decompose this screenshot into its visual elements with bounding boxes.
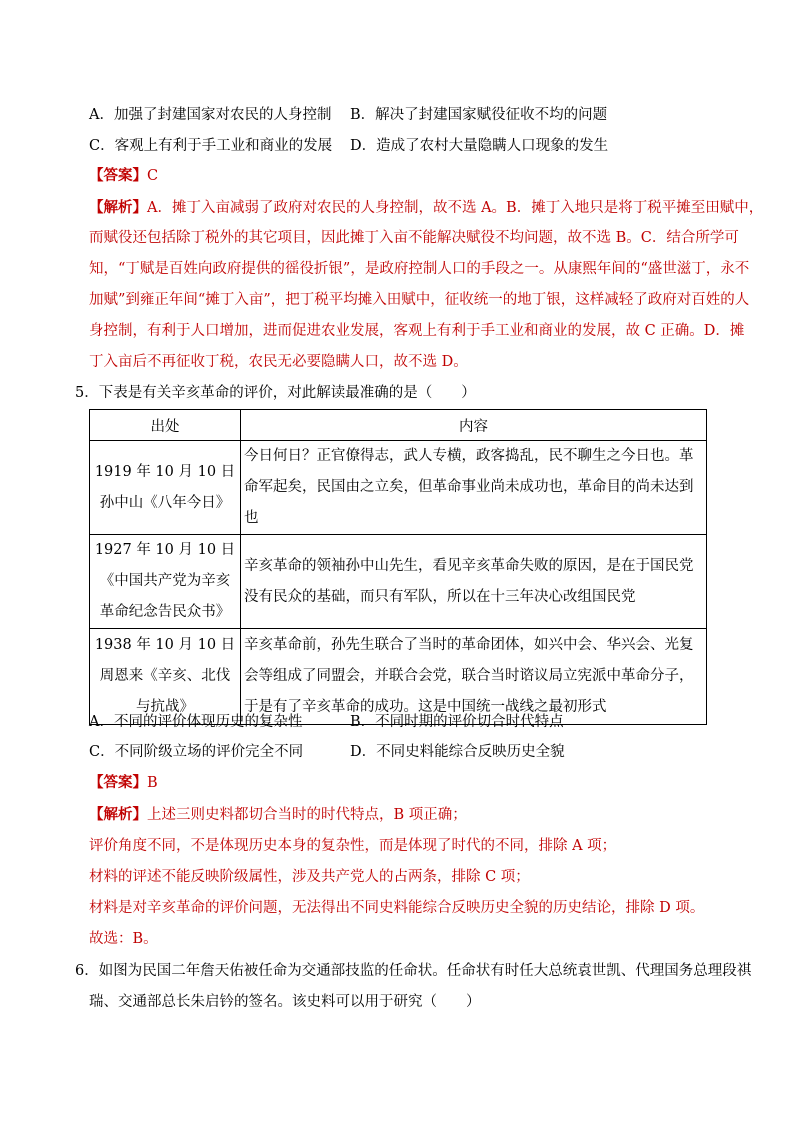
answer-label: 【答案】 xyxy=(89,774,147,791)
evaluation-table xyxy=(89,409,707,725)
q4-analysis-line: 而赋役还包括除丁税外的其它项目，因此摊丁入亩不能解决赋役不均问题，故不选 B。C．结合所学可 xyxy=(89,230,739,246)
table-row xyxy=(90,441,707,535)
analysis-label: 【解析】 xyxy=(89,199,147,216)
q5-analysis-line: 材料的评述不能反映阶级属性，涉及共产党人的占两条，排除 C 项； xyxy=(89,869,530,885)
q6-stem-line: 瑞、交通部总长朱启钤的签名。该史料可以用于研究（ ） xyxy=(89,994,481,1010)
q5-analysis-line: 材料是对辛亥革命的评价问题，无法得出不同史料能综合反映历史全貌的历史结论，排除 D 项。 xyxy=(89,900,705,916)
analysis-text: A．摊丁入亩减弱了政府对农民的人身控制，故不选 A。B．摊丁入地只是将丁税平摊至田赋中， xyxy=(147,200,764,216)
analysis-label: 【解析】 xyxy=(89,806,147,823)
q4-option-c: C．客观上有利于手工业和商业的发展 xyxy=(89,138,333,154)
q4-option-d: D．造成了农村大量隐瞒人口现象的发生 xyxy=(350,138,609,154)
answer-value: C xyxy=(147,168,159,184)
q4-answer xyxy=(89,164,158,185)
q4-analysis-line: 知，“丁赋是百姓向政府提供的徭役折银”，是政府控制人口的手段之一。从康熙年间的“盛世滋丁，永不 xyxy=(89,261,750,277)
q5-conclusion: 故选：B。 xyxy=(89,931,158,947)
analysis-text: 上述三则史料都切合当时的时代特点，B 项正确； xyxy=(147,807,467,823)
table-cell-source: 1927 年 10 月 10 日《中国共产党为辛亥革命纪念告民众书》 xyxy=(90,535,241,629)
q5-option-a: A．不同的评价体现历史的复杂性 xyxy=(89,714,303,730)
answer-label: 【答案】 xyxy=(89,167,147,184)
table-cell-source: 1919 年 10 月 10 日孙中山《八年今日》 xyxy=(90,441,241,535)
q6-stem-line: 6．如图为民国二年詹天佑被任命为交通部技监的任命状。任命状有时任大总统袁世凯、代理国务总理段祺 xyxy=(75,963,752,979)
q4-option-a: A．加强了封建国家对农民的人身控制 xyxy=(89,107,332,123)
q5-option-b: B．不同时期的评价切合时代特点 xyxy=(350,714,564,730)
q5-option-d: D．不同史料能综合反映历史全貌 xyxy=(350,744,565,760)
table-cell-content: 辛亥革命的领袖孙中山先生，看见辛亥革命失败的原因，是在于国民党没有民众的基础，而只有军队，所以在十三年决心改组国民党 xyxy=(241,535,707,629)
q4-analysis-line xyxy=(89,196,763,217)
q5-answer xyxy=(89,771,158,792)
table-row xyxy=(90,535,707,629)
q5-analysis-line: 评价角度不同，不是体现历史本身的复杂性，而是体现了时代的不同，排除 A 项； xyxy=(89,838,617,854)
table-cell-content: 辛亥革命前，孙先生联合了当时的革命团体，如兴中会、华兴会、光复会等组成了同盟会，并联合会党，联合当时谘议局立宪派中革命分子，于是有了辛亥革命的成功。这是中国统一战线之最初形式 xyxy=(241,629,707,725)
q5-stem: 5．下表是有关辛亥革命的评价，对此解读最准确的是（ ） xyxy=(75,385,476,401)
table-header-content: 内容 xyxy=(241,410,707,441)
answer-value: B xyxy=(147,775,158,791)
q5-option-c: C．不同阶级立场的评价完全不同 xyxy=(89,744,304,760)
q5-analysis-line xyxy=(89,803,467,824)
table-header-source: 出处 xyxy=(90,410,241,441)
q4-analysis-line: 加赋”到雍正年间“摊丁入亩”，把丁税平均摊入田赋中，征收统一的地丁银，这样减轻了政府对百姓的人 xyxy=(89,292,750,308)
table-header-row xyxy=(90,410,707,441)
q4-analysis-line: 身控制，有利于人口增加，进而促进农业发展，客观上有利于手工业和商业的发展，故 C 正确。D．摊 xyxy=(89,323,745,339)
q4-analysis-line: 丁入亩后不再征收丁税，农民无必要隐瞒人口，故不选 D。 xyxy=(89,354,468,370)
table-cell-source: 1938 年 10 月 10 日周恩来《辛亥、北伐与抗战》 xyxy=(90,629,241,725)
table-cell-content: 今日何日？正官僚得志，武人专横，政客捣乱，民不聊生之今日也。革命军起矣，民国由之立矣，但革命事业尚未成功也，革命目的尚未达到也 xyxy=(241,441,707,535)
q4-option-b: B．解决了封建国家赋役征收不均的问题 xyxy=(350,107,608,123)
